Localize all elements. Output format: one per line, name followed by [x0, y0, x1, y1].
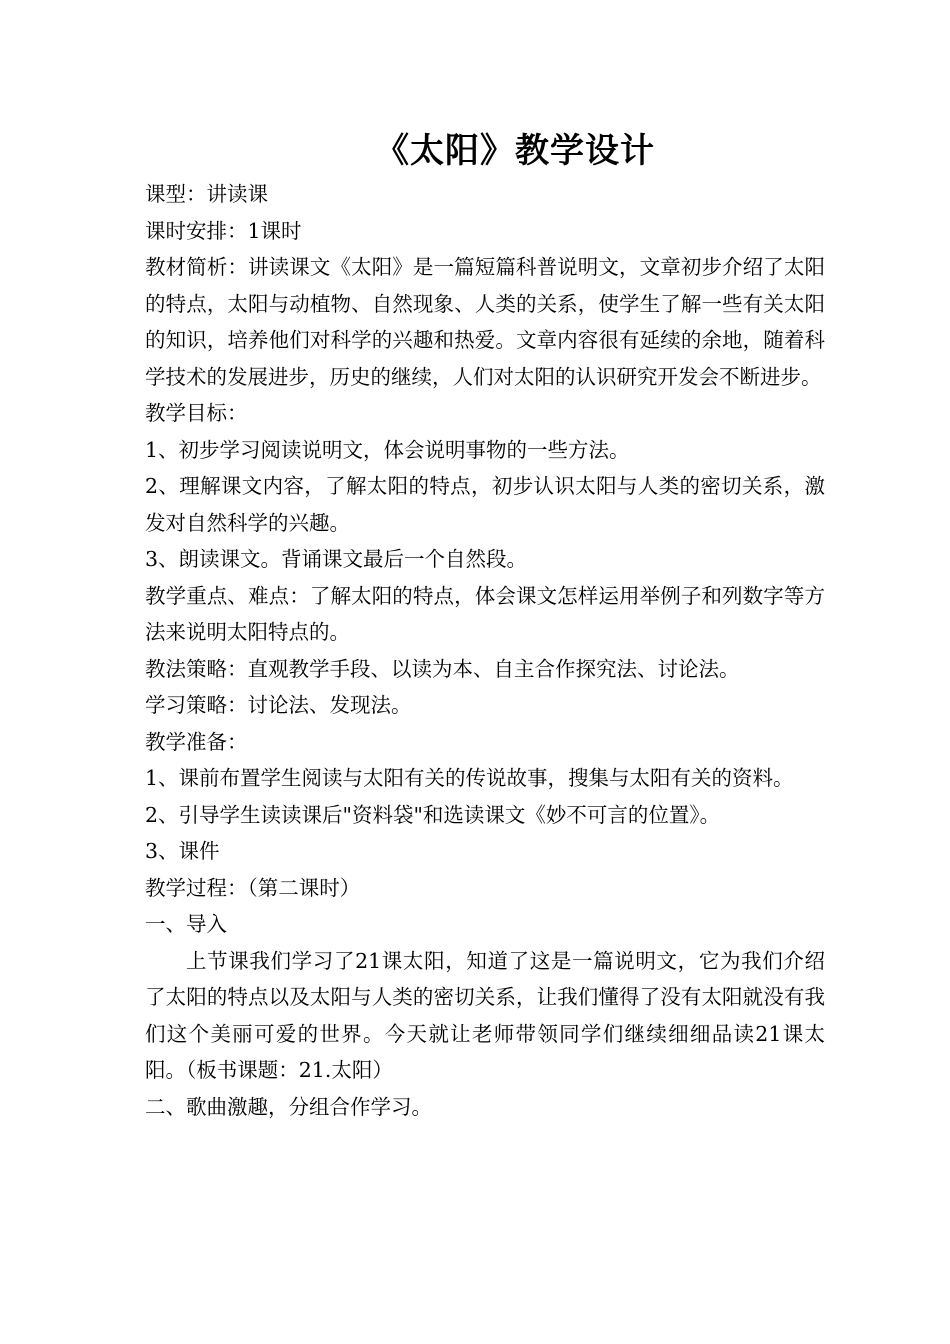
goal-item-1: 1、初步学习阅读说明文，体会说明事物的一些方法。	[145, 437, 630, 462]
course-type-line: 课型：讲读课	[145, 182, 268, 206]
section-heading-1: 一、导入	[145, 912, 227, 936]
goals-heading: 教学目标：	[145, 401, 248, 425]
section-heading-2: 二、歌曲激趣，分组合作学习。	[145, 1094, 432, 1119]
prep-item-1: 1、课前布置学生阅读与太阳有关的传说故事，搜集与太阳有关的资料。	[145, 766, 794, 790]
prep-item-2: 2、引导学生读读课后"资料袋"和选读课文《妙不可言的位置》。	[145, 802, 721, 827]
process-heading: 教学过程：（第二课时）	[145, 875, 361, 900]
goal-item-3: 3、朗读课文。背诵课文最后一个自然段。	[145, 547, 528, 571]
document-body	[145, 176, 825, 1125]
prep-heading: 教学准备：	[145, 729, 248, 754]
intro-paragraph: 上节课我们学习了21课太阳，知道了这是一篇说明文，它为我们介绍了太阳的特点以及太阳与人类的密切关系，让我们懂得了没有太阳就没有我们这个美丽可爱的世界。今天就让老师带领同学们继续细细品读21课太阳。（板书课题：21.太阳）	[145, 948, 825, 1082]
learning-strategy-line: 学习策略：讨论法、发现法。	[145, 693, 412, 717]
document-title: 《太阳》教学设计	[375, 131, 655, 171]
goal-item-2: 2、理解课文内容，了解太阳的特点，初步认识太阳与人类的密切关系，激发对自然科学的兴趣。	[145, 474, 825, 535]
teaching-strategy-line: 教法策略：直观教学手段、以读为本、自主合作探究法、讨论法。	[145, 656, 740, 681]
key-points-paragraph: 教学重点、难点：了解太阳的特点，体会课文怎样运用举例子和列数字等方法来说明太阳特点的。	[145, 583, 825, 644]
analysis-paragraph: 教材简析：讲读课文《太阳》是一篇短篇科普说明文，文章初步介绍了太阳的特点，太阳与动植物、自然现象、人类的关系，使学生了解一些有关太阳的知识，培养他们对科学的兴趣和热爱。文章内容很有延续的余地，随着科学技术的发展进步，历史的继续，人们对太阳的认识研究开发会不断进步。	[145, 255, 825, 389]
schedule-line: 课时安排：1课时	[145, 218, 302, 243]
prep-item-3: 3、课件	[145, 839, 220, 863]
